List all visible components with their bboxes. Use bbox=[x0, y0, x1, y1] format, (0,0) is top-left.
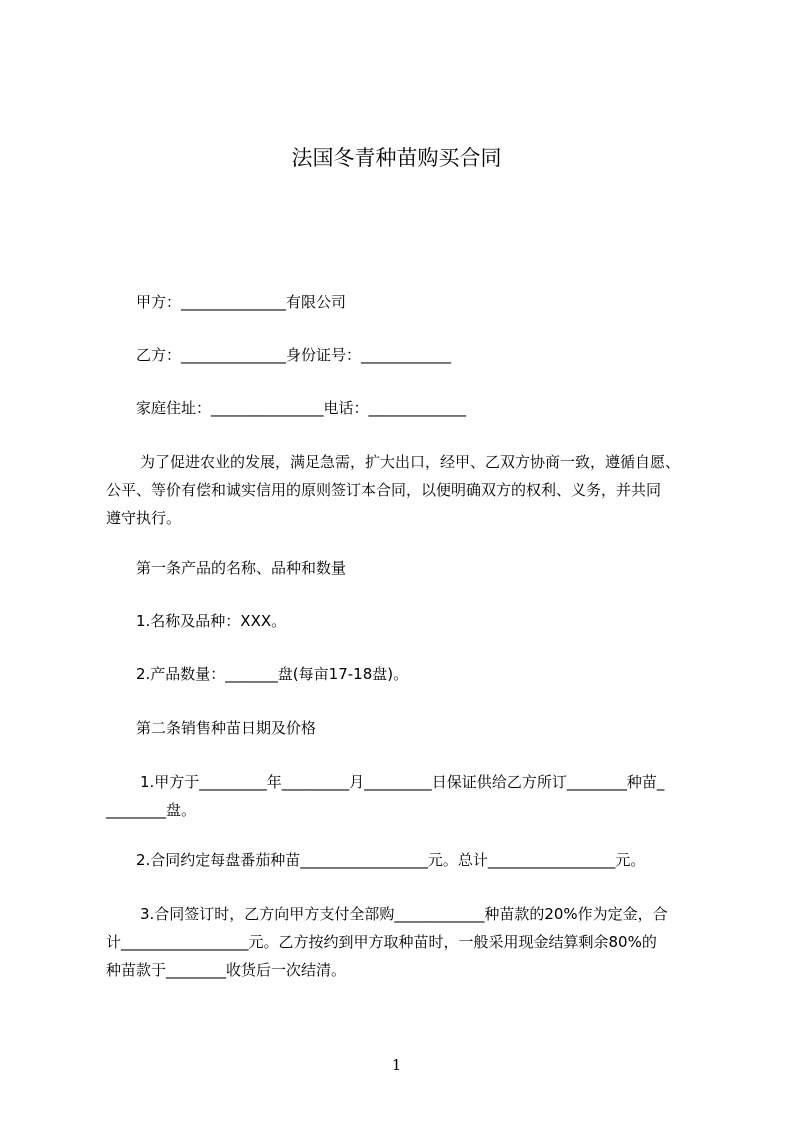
page-number: 1 bbox=[391, 1056, 402, 1074]
preamble-line-1: 为了促进农业的发展，满足急需，扩大出口，经甲、乙双方协商一致，遵循自愿、 bbox=[140, 453, 681, 471]
article-1-item-2: 2.产品数量：_______盘(每亩17-18盘)。 bbox=[136, 665, 409, 683]
article-2-item-1-line-1: 1.甲方于_________年_________月_________日保证供给乙方所订________种苗_ bbox=[140, 773, 665, 791]
preamble-line-2: 公平、等价有偿和诚实信用的原则签订本合同，以便明确双方的权利、义务，并共同 bbox=[106, 481, 662, 499]
address-line: 家庭住址：_______________电话：_____________ bbox=[136, 399, 467, 417]
party-a-line: 甲方：______________有限公司 bbox=[136, 293, 347, 311]
article-2-item-1-line-2: ________盘。 bbox=[106, 801, 197, 819]
article-2-item-3-line-2: 计_________________元。乙方按约到甲方取种苗时，一般采用现金结算剩余80%的 bbox=[106, 933, 657, 951]
article-2-item-3-line-3: 种苗款于________收货后一次结清。 bbox=[106, 961, 347, 979]
contract-title: 法国冬青种苗购买合同 bbox=[291, 146, 502, 170]
preamble-line-3: 遵守执行。 bbox=[106, 509, 182, 527]
party-b-line: 乙方：______________身份证号：____________ bbox=[136, 346, 452, 364]
article-2-heading: 第二条销售种苗日期及价格 bbox=[136, 719, 317, 737]
article-1-heading: 第一条产品的名称、品种和数量 bbox=[136, 559, 347, 577]
article-2-item-2: 2.合同约定每盘番茄种苗_________________元。总计_________________元。 bbox=[136, 851, 646, 869]
article-2-item-3-line-1: 3.合同签订时，乙方向甲方支付全部购____________种苗款的20%作为定金，合 bbox=[140, 905, 668, 923]
article-1-item-1: 1.名称及品种：XXX。 bbox=[136, 612, 287, 630]
